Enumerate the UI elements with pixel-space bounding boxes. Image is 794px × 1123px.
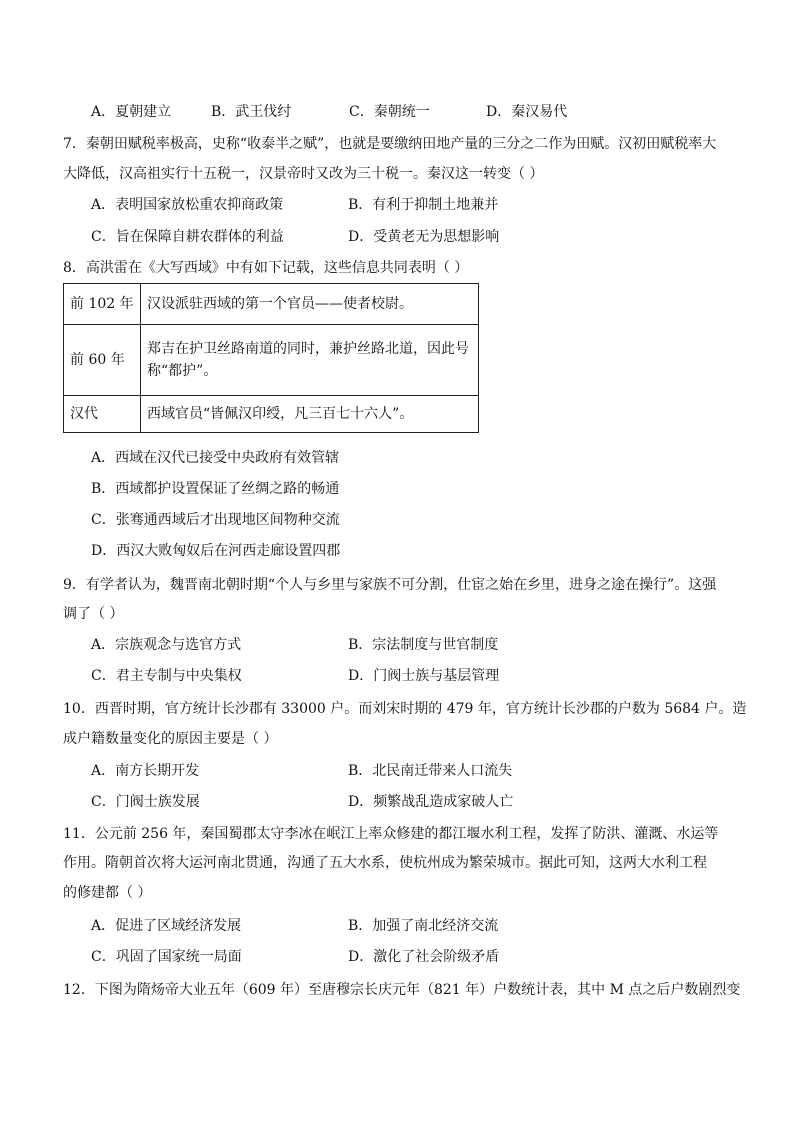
q7-option-a[interactable]: A．表明国家放松重农抑商政策 — [91, 197, 284, 213]
q8-stem-line-1: 8．高洪雷在《大写西域》中有如下记载，这些信息共同表明（ ） — [63, 260, 469, 276]
q11-option-c[interactable]: C．巩固了国家统一局面 — [91, 949, 242, 965]
q11-stem-line-3: 的修建都（ ） — [63, 885, 152, 901]
event-text: 汉设派驻西域的第一个官员——使者校尉。 — [147, 296, 413, 312]
q9-option-d[interactable]: D．门阀士族与基层管理 — [348, 668, 500, 684]
q9-stem-line-2: 调了（ ） — [63, 606, 124, 622]
q8-option-d[interactable]: D．西汉大败匈奴后在河西走廊设置四郡 — [91, 543, 341, 559]
table-row — [64, 396, 479, 433]
event-text: 西域官员“皆佩汉印绶，凡三百七十六人”。 — [147, 406, 414, 422]
q12-stem-line-1: 12．下图为隋炀帝大业五年（609 年）至唐穆宗长庆元年（821 年）户数统计表，其中 M 点之后户数剧烈变 — [63, 982, 741, 998]
event-text: 称“都护”。 — [147, 363, 218, 379]
table-cell-event — [141, 396, 479, 433]
q11-stem-line-2: 作用。隋朝首次将大运河南北贯通，沟通了五大水系，使杭州成为繁荣城市。据此可知，这两大水利工程 — [63, 855, 707, 871]
q8-option-b[interactable]: B．西域都护设置保证了丝绸之路的畅通 — [91, 481, 340, 497]
q7-option-b[interactable]: B．有利于抑制土地兼并 — [348, 197, 499, 213]
q7-option-d[interactable]: D．受黄老无为思想影响 — [348, 229, 500, 245]
event-text: 郑吉在护卫丝路南道的同时，兼护丝路北道，因此号 — [147, 341, 469, 357]
table-cell-time: 汉代 — [64, 396, 141, 433]
q11-stem-line-1: 11．公元前 256 年，秦国蜀郡太守李冰在岷江上率众修建的都江堰水利工程，发挥了防洪、灌溉、水运等 — [63, 826, 719, 842]
q10-option-a[interactable]: A．南方长期开发 — [91, 763, 200, 779]
q10-option-b[interactable]: B．北民南迁带来人口流失 — [348, 763, 513, 779]
table-cell-time: 前 60 年 — [64, 325, 141, 396]
q6-option-c[interactable]: C．秦朝统一 — [349, 104, 430, 120]
q9-option-c[interactable]: C．君主专制与中央集权 — [91, 668, 242, 684]
q10-stem-line-2: 成户籍数量变化的原因主要是（ ） — [63, 731, 278, 747]
q11-option-a[interactable]: A．促进了区域经济发展 — [91, 918, 242, 934]
table-cell-event — [141, 284, 479, 325]
q9-option-a[interactable]: A．宗族观念与选官方式 — [91, 637, 242, 653]
q11-option-d[interactable]: D．激化了社会阶级矛盾 — [348, 949, 500, 965]
q6-option-a[interactable]: A．夏朝建立 — [91, 104, 172, 120]
table-row — [64, 284, 479, 325]
table-row — [64, 325, 479, 396]
q10-option-c[interactable]: C．门阀士族发展 — [91, 794, 200, 810]
q6-options — [91, 101, 771, 123]
table-cell-event — [141, 325, 479, 396]
q10-stem-line-1: 10．西晋时期，官方统计长沙郡有 33000 户。而刘宋时期的 479 年，官方统计长沙郡的户数为 5684 户。造 — [63, 701, 747, 717]
q9-option-b[interactable]: B．宗法制度与世官制度 — [348, 637, 499, 653]
q7-stem-line-2: 大降低，汉高祖实行十五税一，汉景帝时又改为三十税一。秦汉这一转变（ ） — [63, 166, 544, 182]
q8-info-table — [63, 283, 479, 433]
q6-option-b[interactable]: B．武王伐纣 — [211, 104, 292, 120]
q6-option-d[interactable]: D．秦汉易代 — [486, 104, 568, 120]
q8-option-a[interactable]: A．西域在汉代已接受中央政府有效管辖 — [91, 450, 340, 466]
q9-stem-line-1: 9．有学者认为，魏晋南北朝时期“个人与乡里与家族不可分割，仕宦之始在乡里，进身之途在操行”。这强 — [63, 577, 717, 593]
q10-option-d[interactable]: D．频繁战乱造成家破人亡 — [348, 794, 514, 810]
q7-option-c[interactable]: C．旨在保障自耕农群体的利益 — [91, 229, 284, 245]
table-cell-time: 前 102 年 — [64, 284, 141, 325]
q11-option-b[interactable]: B．加强了南北经济交流 — [348, 918, 499, 934]
q7-stem-line-1: 7．秦朝田赋税率极高，史称“收泰半之赋”，也就是要缴纳田地产量的三分之二作为田赋。汉初田赋税率大 — [63, 136, 717, 152]
q8-option-c[interactable]: C．张骞通西域后才出现地区间物种交流 — [91, 512, 340, 528]
